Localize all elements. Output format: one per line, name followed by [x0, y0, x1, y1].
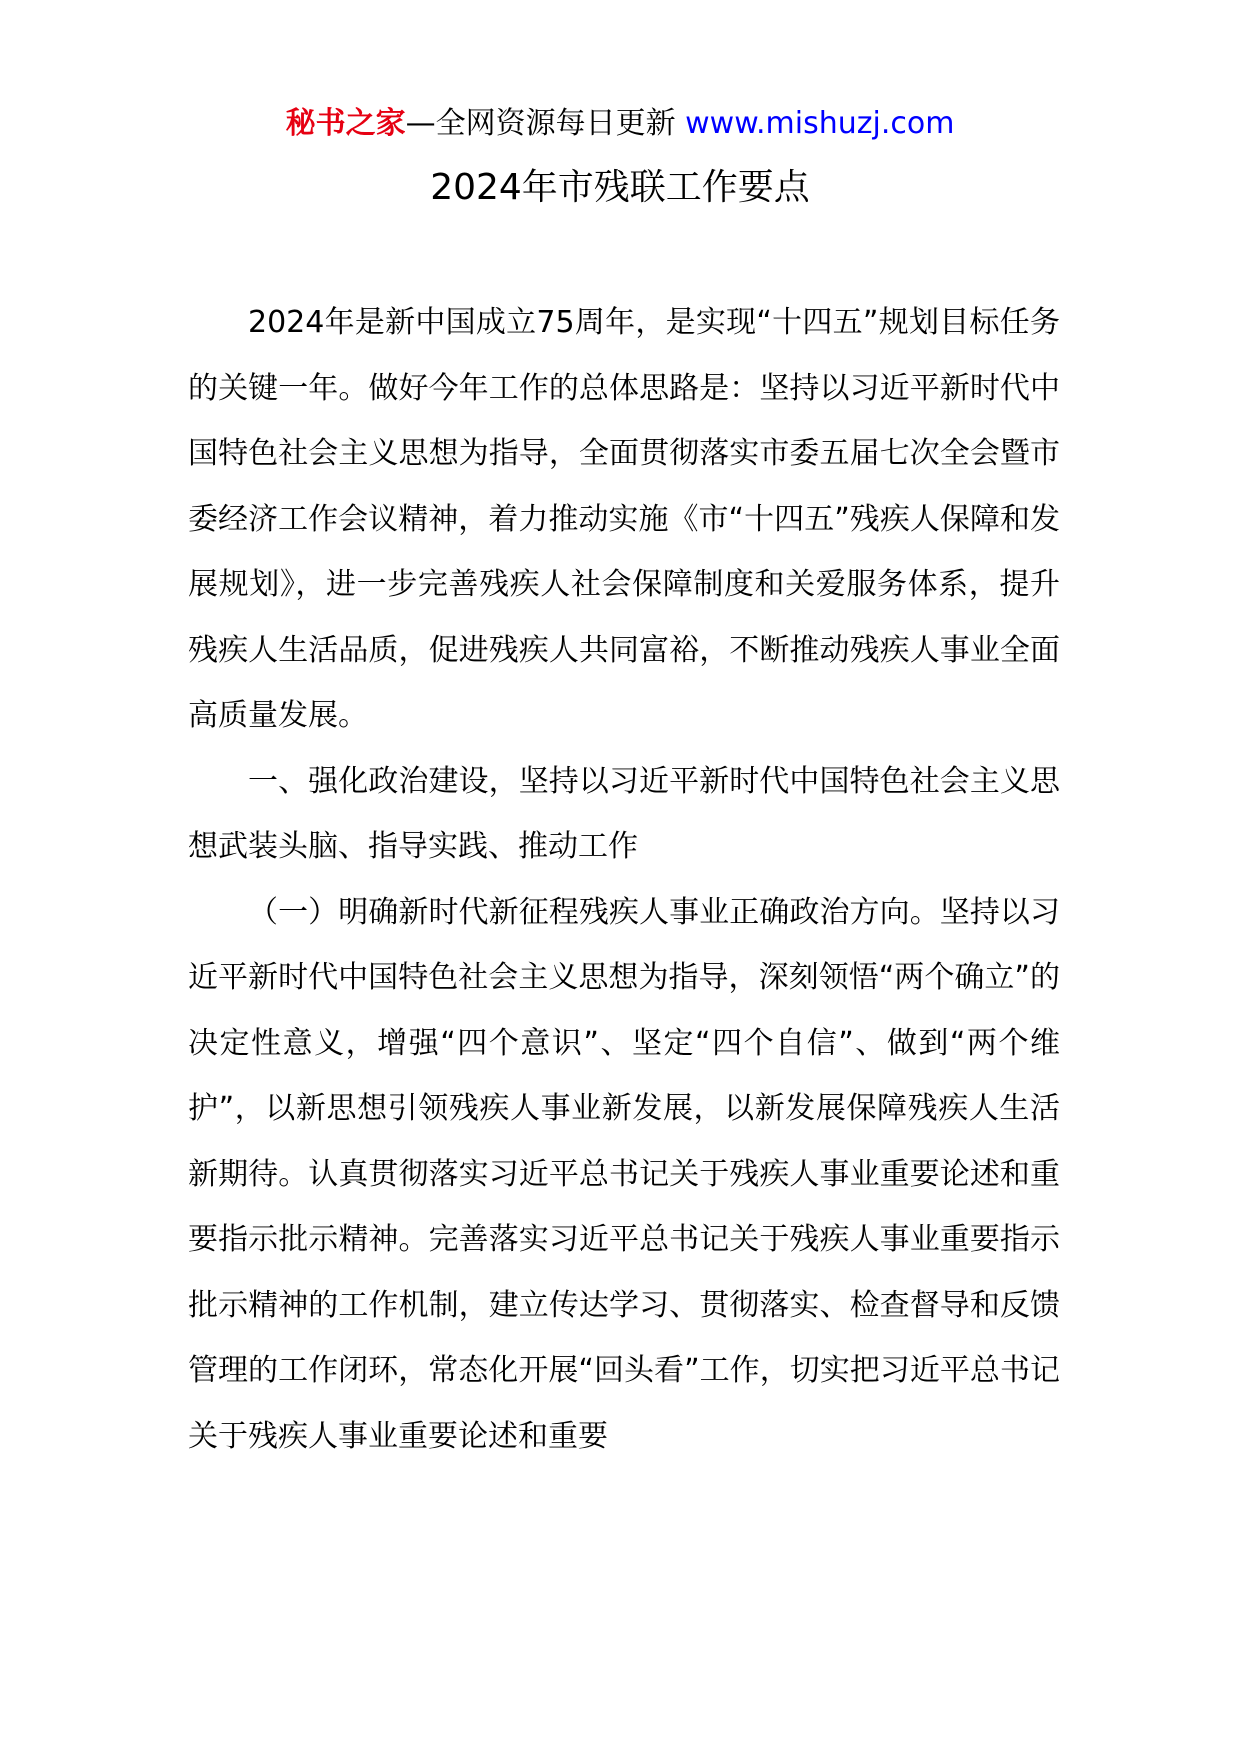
site-brand: 秘书之家: [285, 106, 406, 141]
subsection-paragraph-1: （一）明确新时代新征程残疾人事业正确政治方向。坚持以习近平新时代中国特色社会主义思想为指导，深刻领悟“两个确立”的决定性意义，增强“四个意识”、坚定“四个自信”、做到“两个维护”，以新思想引领残疾人事业新发展，以新发展保障残疾人生活新期待。认真贯彻落实习近平总书记关于残疾人事业重要论述和重要指示批示精神。完善落实习近平总书记关于残疾人事业重要指示批示精神的工作机制，建立传达学习、贯彻落实、检查督导和反馈管理的工作闭环，常态化开展“回头看”工作，切实把习近平总书记关于残疾人事业重要论述和重要: [188, 894, 1060, 1454]
intro-paragraph: 2024年是新中国成立75周年，是实现“十四五”规划目标任务的关键一年。做好今年工作的总体思路是：坚持以习近平新时代中国特色社会主义思想为指导，全面贯彻落实市委五届七次全会暨市委经济工作会议精神，着力推动实施《市“十四五”残疾人保障和发展规划》，进一步完善残疾人社会保障制度和关爱服务体系，提升残疾人生活品质，促进残疾人共同富裕，不断推动残疾人事业全面高质量发展。: [188, 305, 1060, 733]
site-tagline: —全网资源每日更新: [405, 106, 676, 141]
site-header: [0, 100, 1240, 148]
section-heading-1: 一、强化政治建设，坚持以习近平新时代中国特色社会主义思想武装头脑、指导实践、推动工作: [188, 763, 1060, 864]
site-url: www.mishuzj.com: [685, 106, 955, 141]
document-title: 2024年市残联工作要点: [430, 167, 810, 208]
document-body: [188, 290, 1060, 1469]
